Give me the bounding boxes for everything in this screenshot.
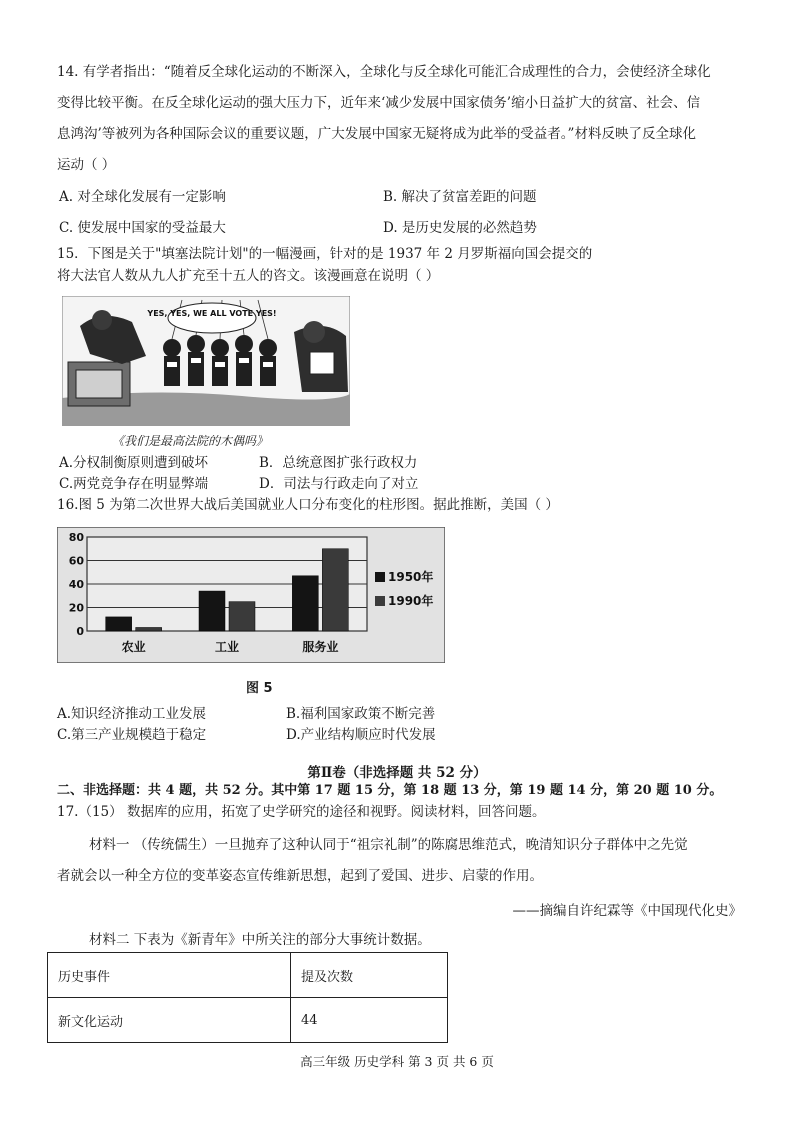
x-category-label: 服务业 [302, 640, 339, 654]
figure-label: 图 5 [246, 681, 273, 696]
q16-option-a: A.知识经济推动工业发展 [57, 706, 207, 722]
q14-option-a: A. 对全球化发展有一定影响 [59, 189, 226, 205]
legend-swatch [375, 596, 385, 606]
q15-option-d: D．司法与行政走向了对立 [259, 476, 419, 492]
bar [229, 602, 255, 631]
q14-option-c: C. 使发展中国家的受益最大 [59, 220, 226, 236]
court-packing-cartoon [62, 296, 350, 426]
q14-line-1: 14. 有学者指出：“随着反全球化运动的不断深入，全球化与反全球化可能汇合成理性的合力，会使经济全球化 [57, 64, 711, 80]
y-tick-label: 80 [68, 531, 84, 544]
table-header-count: 提及次数 [291, 953, 448, 998]
q14-line-4: 运动（ ） [57, 157, 116, 173]
q15-option-b: B．总统意图扩张行政权力 [259, 455, 418, 471]
cartoon-speech-text: YES, YES, WE ALL VOTE YES! [147, 309, 277, 318]
bar [136, 627, 162, 631]
bar [106, 617, 132, 631]
employment-bar-chart [57, 527, 445, 663]
q16-option-b: B.福利国家政策不断完善 [286, 706, 436, 722]
events-table [47, 952, 448, 1043]
q15-option-c: C.两党竞争存在明显弊端 [59, 476, 209, 492]
q14-option-d: D. 是历史发展的必然趋势 [383, 220, 537, 236]
q15-line-1: 15．下图是关于"填塞法院计划"的一幅漫画，针对的是 1937 年 2 月罗斯福向国会提交的 [57, 246, 593, 262]
table-cell-event: 新文化运动 [48, 998, 291, 1043]
q16-option-d: D.产业结构顺应时代发展 [286, 727, 436, 743]
y-tick-label: 0 [76, 625, 84, 638]
page-footer: 高三年级 历史学科 第 3 页 共 6 页 [300, 1054, 494, 1069]
q16-line-1: 16.图 5 为第二次世界大战后美国就业人口分布变化的柱形图。据此推断，美国（ ） [57, 497, 559, 513]
legend-label: 1990年 [388, 594, 434, 608]
q14-option-b: B. 解决了贫富差距的问题 [383, 189, 537, 205]
material-1-source: ——摘编自许纪霖等《中国现代化史》 [512, 903, 742, 919]
cartoon-caption: 《我们是最高法院的木偶吗》 [112, 434, 269, 448]
material-1-line-2: 者就会以一种全方位的变革姿态宣传维新思想，起到了爱国、进步、启蒙的作用。 [57, 868, 543, 884]
q17-intro: 17.（15） 数据库的应用，拓宽了史学研究的途径和视野。阅读材料，回答问题。 [57, 804, 546, 820]
x-category-label: 工业 [214, 640, 240, 654]
x-category-label: 农业 [121, 640, 146, 654]
table-cell-count: 44 [291, 998, 448, 1043]
section-2-header: 二、非选择题：共 4 题，共 52 分。其中第 17 题 15 分，第 18 题 13 分，第 19 题 14 分，第 20 题 10 分。 [57, 783, 723, 798]
legend-swatch [375, 572, 385, 582]
q15-option-a: A.分权制衡原则遭到破坏 [59, 455, 209, 471]
y-tick-label: 60 [68, 554, 84, 568]
y-tick-label: 20 [68, 601, 84, 615]
q15-line-2: 将大法官人数从九人扩充至十五人的咨文。该漫画意在说明（ ） [57, 268, 440, 284]
y-tick-label: 40 [68, 578, 84, 591]
material-1-line-1: 材料一 （传统儒生）一旦抛弃了这种认同于“祖宗礼制”的陈腐思维范式，晚清知识分子群体中之先觉 [89, 837, 688, 853]
legend-label: 1950年 [388, 570, 434, 584]
q14-line-2: 变得比较平衡。在反全球化运动的强大压力下，近年来‘减少发展中国家债务’缩小日益扩大的贫富、社会、信 [57, 95, 701, 111]
q14-line-3: 息鸿沟’等被列为各种国际会议的重要议题，广大发展中国家无疑将成为此举的受益者。”材料反映了反全球化 [57, 126, 696, 142]
material-2-intro: 材料二 下表为《新青年》中所关注的部分大事统计数据。 [89, 932, 431, 948]
section-2-title: 第Ⅱ卷（非选择题 共 52 分） [307, 765, 487, 781]
q16-option-c: C.第三产业规模趋于稳定 [57, 727, 207, 743]
table-row [48, 998, 448, 1043]
bar [292, 576, 318, 631]
table-header-event: 历史事件 [48, 953, 291, 998]
table-header-row [48, 953, 448, 998]
bar [199, 591, 225, 631]
bar [322, 549, 348, 631]
